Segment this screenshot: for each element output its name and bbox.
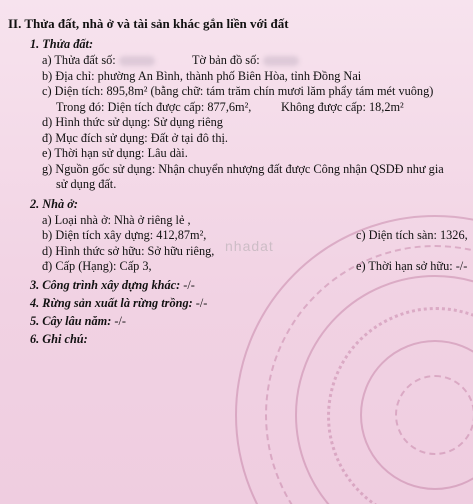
perennial-trees-value: -/- [114, 314, 126, 328]
land-use-origin-cont: sử dụng đất. [56, 177, 117, 191]
other-construction-label: 3. Công trình xây dựng khác: [30, 278, 181, 292]
land-parcel-label: a) Thửa đất số: [42, 53, 116, 67]
land-title: 1. Thửa đất: [30, 37, 94, 51]
perennial-trees-label: 5. Cây lâu năm: [30, 314, 112, 328]
land-area: c) Diện tích: 895,8m² (bằng chữ: tám trăm chín mươi lăm phẩy tám mét vuông) [42, 84, 434, 98]
land-use-form: d) Hình thức sử dụng: Sử dụng riêng [42, 115, 223, 129]
production-forest-value: -/- [195, 296, 208, 310]
section-heading: II. Thửa đất, nhà ở và tài sản khác gắn liền với đất [8, 16, 289, 31]
notes-label: 6. Ghi chú: [30, 332, 88, 346]
house-grade: đ) Cấp (Hạng): Cấp 3, [42, 259, 152, 273]
house-built-area: b) Diện tích xây dựng: 412,87m², [42, 228, 207, 242]
house-type: a) Loại nhà ở: Nhà ở riêng lẻ , [42, 213, 191, 227]
land-parcel-number [42, 53, 155, 68]
redacted-parcel-number [119, 56, 155, 66]
land-not-granted-area: Không được cấp: 18,2m² [281, 100, 404, 114]
house-floor-area: c) Diện tích sàn: 1326, [356, 228, 468, 242]
production-forest [30, 296, 207, 311]
land-map-number [192, 53, 299, 68]
watermark: nhadat [225, 238, 274, 254]
house-title: 2. Nhà ở: [30, 197, 78, 211]
land-address: b) Địa chỉ: phường An Bình, thành phố Biên Hòa, tỉnh Đồng Nai [42, 69, 362, 83]
production-forest-label: 4. Rừng sản xuất là rừng trồng: [30, 296, 193, 310]
land-granted-area: Trong đó: Diện tích được cấp: 877,6m², [56, 100, 252, 114]
land-use-term: e) Thời hạn sử dụng: Lâu dài. [42, 146, 188, 160]
redacted-map-number [263, 56, 299, 66]
land-use-origin: g) Nguồn gốc sử dụng: Nhận chuyển nhượng đất được Công nhận QSDĐ như gia [42, 162, 444, 176]
land-map-label: Tờ bản đồ số: [192, 53, 260, 67]
other-construction [30, 278, 195, 293]
perennial-trees [30, 314, 126, 329]
other-construction-value: -/- [183, 278, 195, 292]
house-ownership-term: e) Thời hạn sở hữu: -/- [356, 259, 468, 273]
house-ownership-form: d) Hình thức sở hữu: Sở hữu riêng, [42, 244, 215, 258]
land-use-purpose: đ) Mục đích sử dụng: Đất ở tại đô thị. [42, 131, 228, 145]
